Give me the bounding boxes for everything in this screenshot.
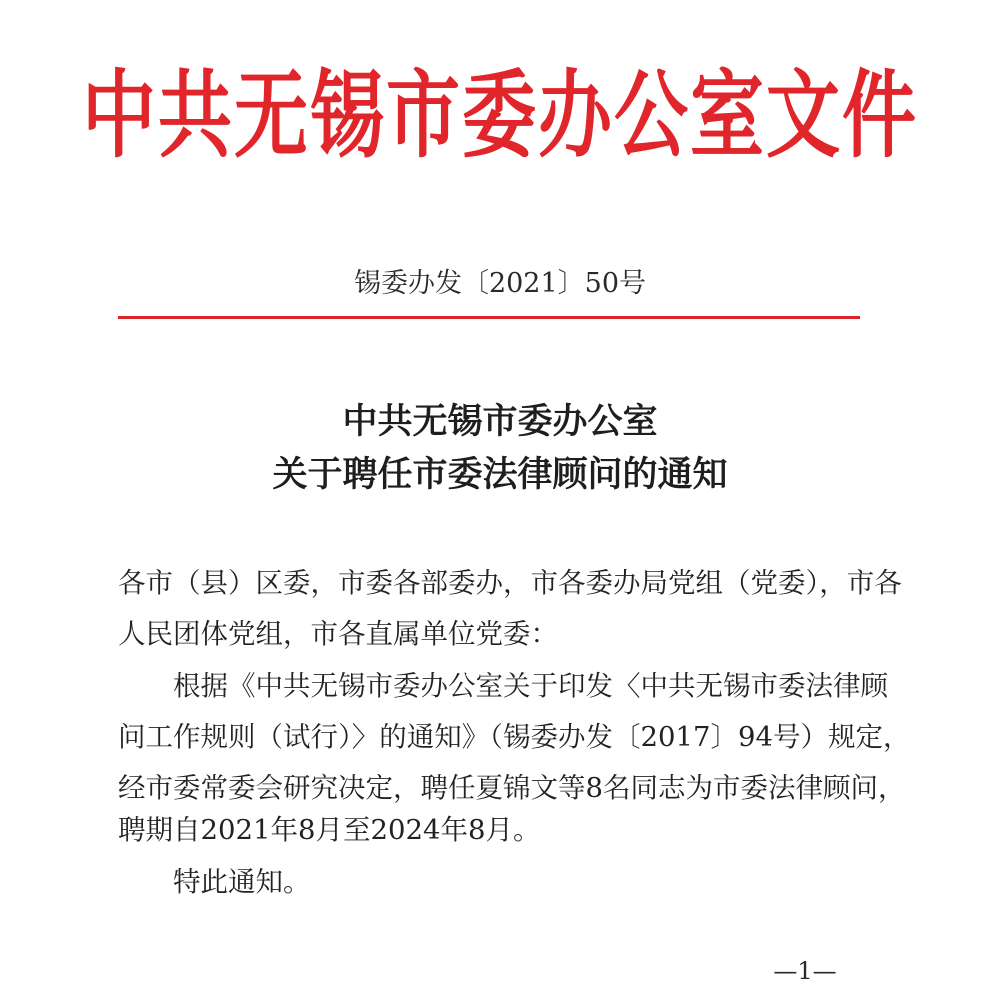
page-number: —1— — [773, 957, 837, 985]
body-paragraph-line-1: 根据《中共无锡市委办公室关于印发〈中共无锡市委法律顾 — [173, 670, 888, 702]
body-paragraph-line-3: 经市委常委会研究决定，聘任夏锦文等8名同志为市委法律顾问， — [118, 772, 906, 804]
addressee-line-1: 各市（县）区委，市委各部委办，市各委办局党组（党委），市各 — [118, 567, 902, 599]
document-number: 锡委办发〔2021〕50号 — [353, 268, 647, 299]
masthead-title: 中共无锡市委办公室文件 — [82, 60, 918, 172]
addressee-line-2: 人民团体党组，市各直属单位党委： — [118, 618, 558, 650]
body-paragraph-line-4: 聘期自2021年8月至2024年8月。 — [118, 814, 541, 846]
document-title-line-1: 中共无锡市委办公室 — [342, 402, 658, 442]
body-paragraph-line-2: 问工作规则（试行）〉的通知》（锡委办发〔2017〕94号）规定， — [118, 721, 911, 753]
closing-line: 特此通知。 — [173, 866, 311, 898]
document-title-line-2: 关于聘任市委法律顾问的通知 — [272, 455, 728, 495]
red-divider-line — [118, 316, 860, 319]
